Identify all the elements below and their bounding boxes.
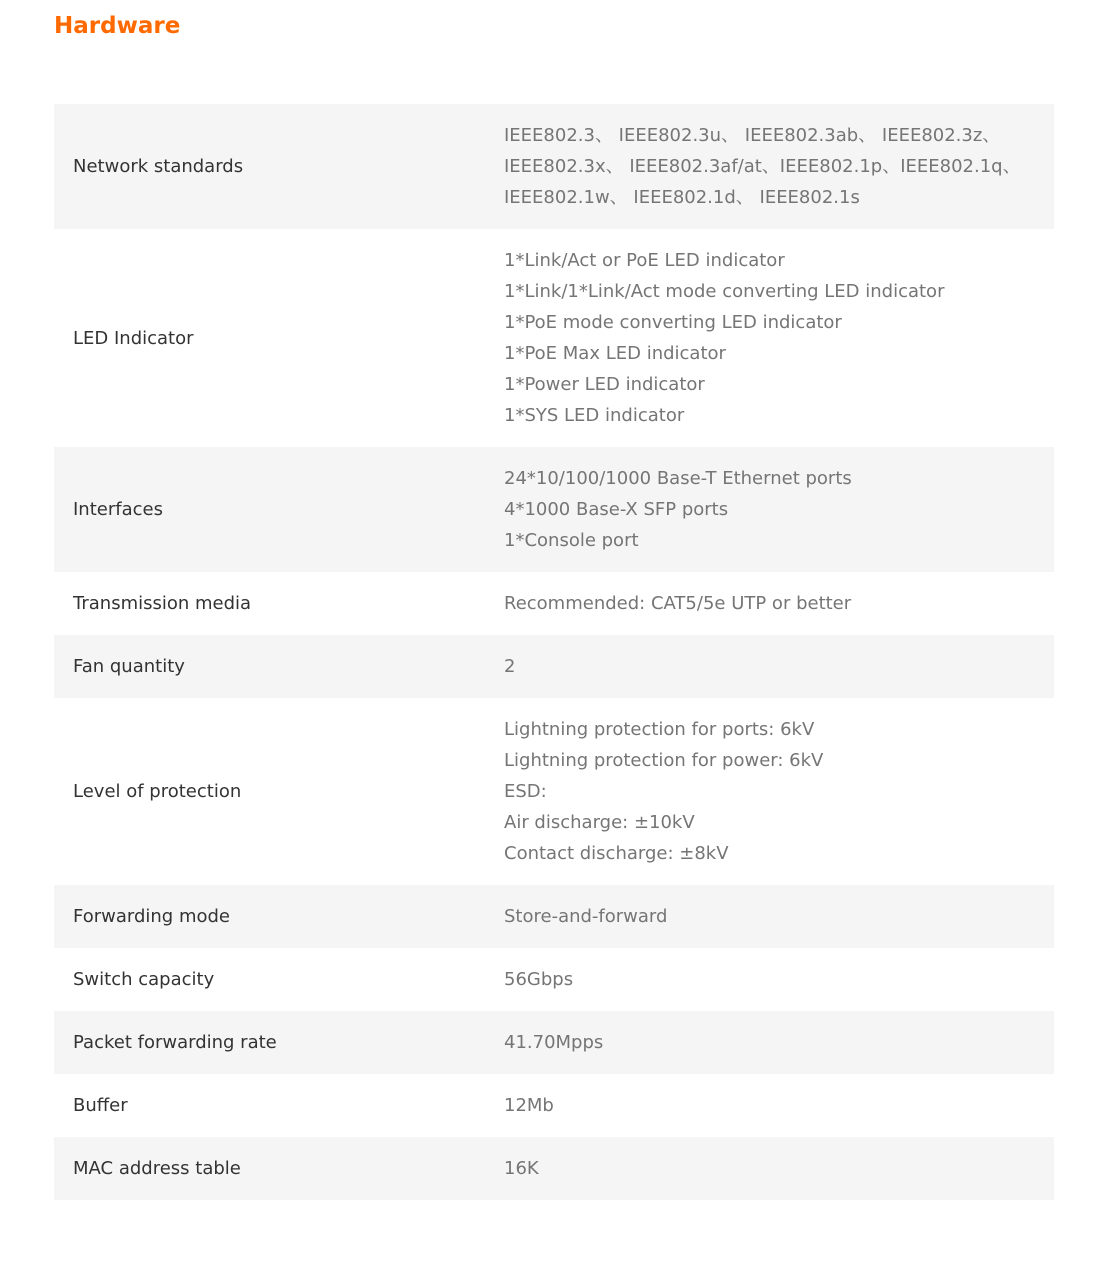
spec-value (504, 1027, 1054, 1058)
spec-row (54, 447, 1054, 572)
spec-row (54, 1011, 1054, 1074)
spec-label: Interfaces (73, 499, 163, 520)
spec-value-line: Store-and-forward (504, 906, 668, 927)
spec-value-line: IEEE802.1w、 IEEE802.1d、 IEEE802.1s (504, 187, 860, 208)
spec-value-line: Air discharge: ±10kV (504, 812, 695, 833)
spec-row (54, 572, 1054, 635)
spec-table (54, 104, 1054, 1200)
spec-value-line: Lightning protection for ports: 6kV (504, 719, 815, 740)
spec-value-line: Lightning protection for power: 6kV (504, 750, 824, 771)
spec-value (504, 588, 1054, 619)
spec-value-line: 1*Console port (504, 530, 639, 551)
spec-row (54, 698, 1054, 885)
spec-row (54, 104, 1054, 229)
spec-row (54, 1074, 1054, 1137)
spec-value-line: 4*1000 Base-X SFP ports (504, 499, 729, 520)
section-title-hardware: Hardware (54, 13, 181, 39)
spec-value-line: IEEE802.3、 IEEE802.3u、 IEEE802.3ab、 IEEE802.3z、 (504, 125, 1001, 146)
spec-row (54, 635, 1054, 698)
spec-value-line: 16K (504, 1158, 539, 1179)
spec-value (504, 245, 1054, 431)
spec-value-line: 24*10/100/1000 Base-T Ethernet ports (504, 468, 852, 489)
spec-label: Packet forwarding rate (73, 1032, 277, 1053)
spec-value-line: 1*Link/Act or PoE LED indicator (504, 250, 785, 271)
spec-row (54, 1137, 1054, 1200)
spec-value (504, 463, 1054, 556)
spec-row (54, 229, 1054, 447)
spec-value-line: 56Gbps (504, 969, 574, 990)
spec-value (504, 120, 1054, 213)
spec-label: MAC address table (73, 1158, 241, 1179)
spec-value-line: 2 (504, 656, 516, 677)
spec-value (504, 901, 1054, 932)
spec-value (504, 1090, 1054, 1121)
spec-value (504, 964, 1054, 995)
spec-value (504, 1153, 1054, 1184)
spec-label: Buffer (73, 1095, 128, 1116)
spec-value-line: Recommended: CAT5/5e UTP or better (504, 593, 852, 614)
spec-label: Forwarding mode (73, 906, 230, 927)
spec-value-line: 1*PoE Max LED indicator (504, 343, 726, 364)
spec-row (54, 885, 1054, 948)
spec-value-line: 1*SYS LED indicator (504, 405, 685, 426)
spec-value-line: 1*Power LED indicator (504, 374, 705, 395)
spec-value-line: 1*PoE mode converting LED indicator (504, 312, 842, 333)
spec-value-line: IEEE802.3x、 IEEE802.3af/at、IEEE802.1p、IEEE802.1q、 (504, 156, 1021, 177)
spec-value-line: 12Mb (504, 1095, 554, 1116)
spec-row (54, 948, 1054, 1011)
spec-label: Network standards (73, 156, 244, 177)
spec-label: Level of protection (73, 781, 242, 802)
spec-value-line: ESD: (504, 781, 547, 802)
spec-value (504, 651, 1054, 682)
spec-value-line: 1*Link/1*Link/Act mode converting LED indicator (504, 281, 945, 302)
spec-value (504, 714, 1054, 869)
spec-value-line: Contact discharge: ±8kV (504, 843, 729, 864)
spec-label: Switch capacity (73, 969, 215, 990)
spec-label: Fan quantity (73, 656, 185, 677)
spec-label: Transmission media (73, 593, 252, 614)
spec-label: LED Indicator (73, 327, 194, 349)
spec-value-line: 41.70Mpps (504, 1032, 604, 1053)
